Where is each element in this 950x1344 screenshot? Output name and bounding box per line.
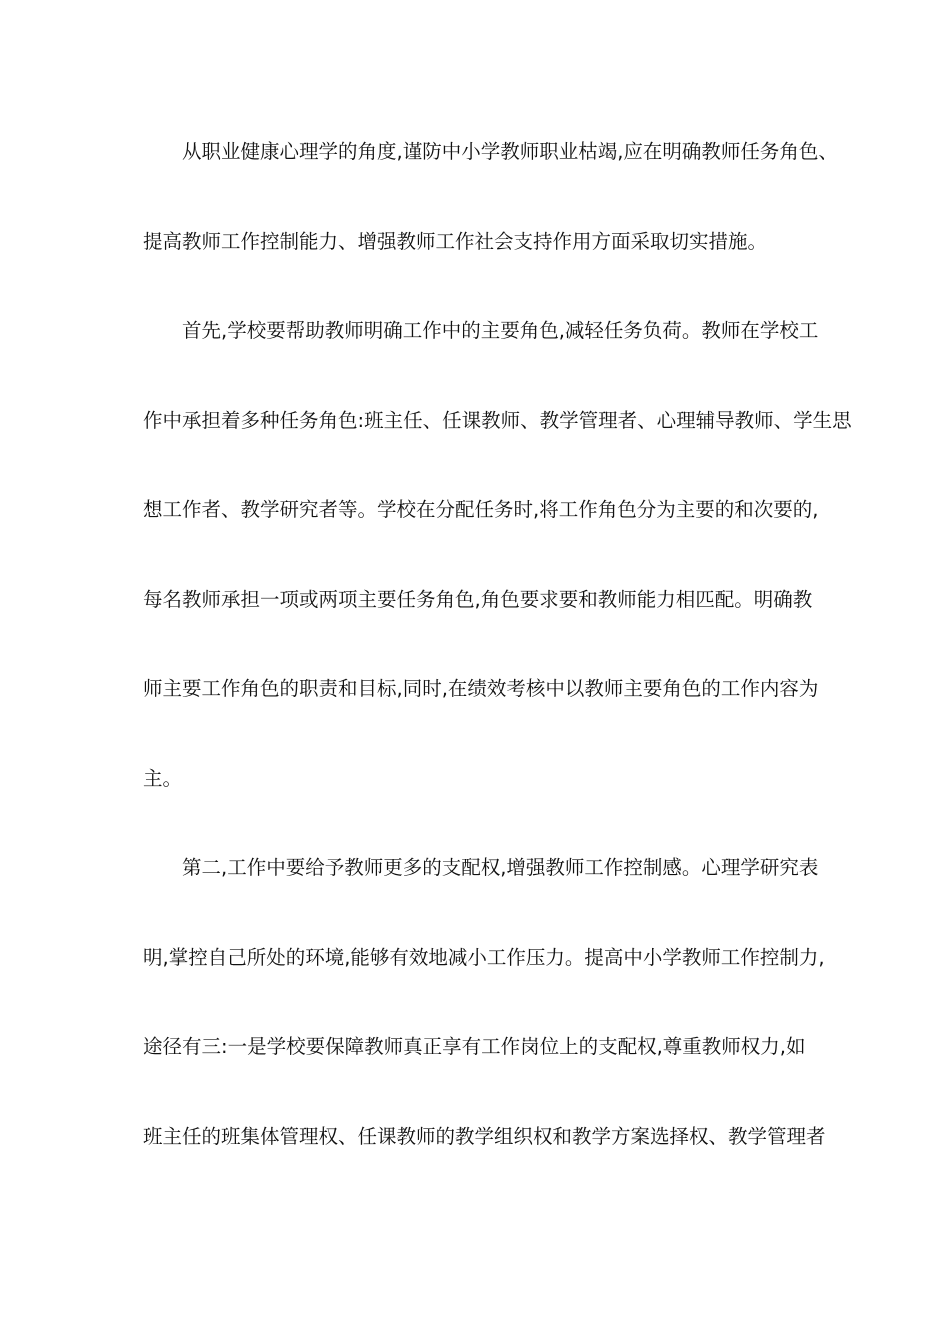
paragraph-3-line-1: 第二,工作中要给予教师更多的支配权,增强教师工作控制感。心理学研究表 <box>182 856 819 879</box>
paragraph-1-line-2: 提高教师工作控制能力、增强教师工作社会支持作用方面采取切实措施。 <box>143 230 768 253</box>
paragraph-2-line-2: 作中承担着多种任务角色:班主任、任课教师、教学管理者、心理辅导教师、学生思 <box>143 409 852 432</box>
paragraph-2-line-4: 每名教师承担一项或两项主要任务角色,角色要求要和教师能力相匹配。明确教 <box>143 588 813 611</box>
paragraph-3-line-3: 途径有三:一是学校要保障教师真正享有工作岗位上的支配权,尊重教师权力,如 <box>143 1035 806 1058</box>
paragraph-2-line-3: 想工作者、教学研究者等。学校在分配任务时,将工作角色分为主要的和次要的, <box>143 498 819 521</box>
paragraph-2-line-1: 首先,学校要帮助教师明确工作中的主要角色,减轻任务负荷。教师在学校工 <box>182 319 819 342</box>
paragraph-2-line-6: 主。 <box>143 767 183 790</box>
paragraph-3-line-2: 明,掌控自己所处的环境,能够有效地减小工作压力。提高中小学教师工作控制力, <box>143 946 825 969</box>
paragraph-2-line-5: 师主要工作角色的职责和目标,同时,在绩效考核中以教师主要角色的工作内容为 <box>143 677 819 700</box>
paragraph-3-line-4: 班主任的班集体管理权、任课教师的教学组织权和教学方案选择权、教学管理者 <box>143 1125 826 1148</box>
paragraph-1-line-1: 从职业健康心理学的角度,谨防中小学教师职业枯竭,应在明确教师任务角色、 <box>182 140 838 163</box>
